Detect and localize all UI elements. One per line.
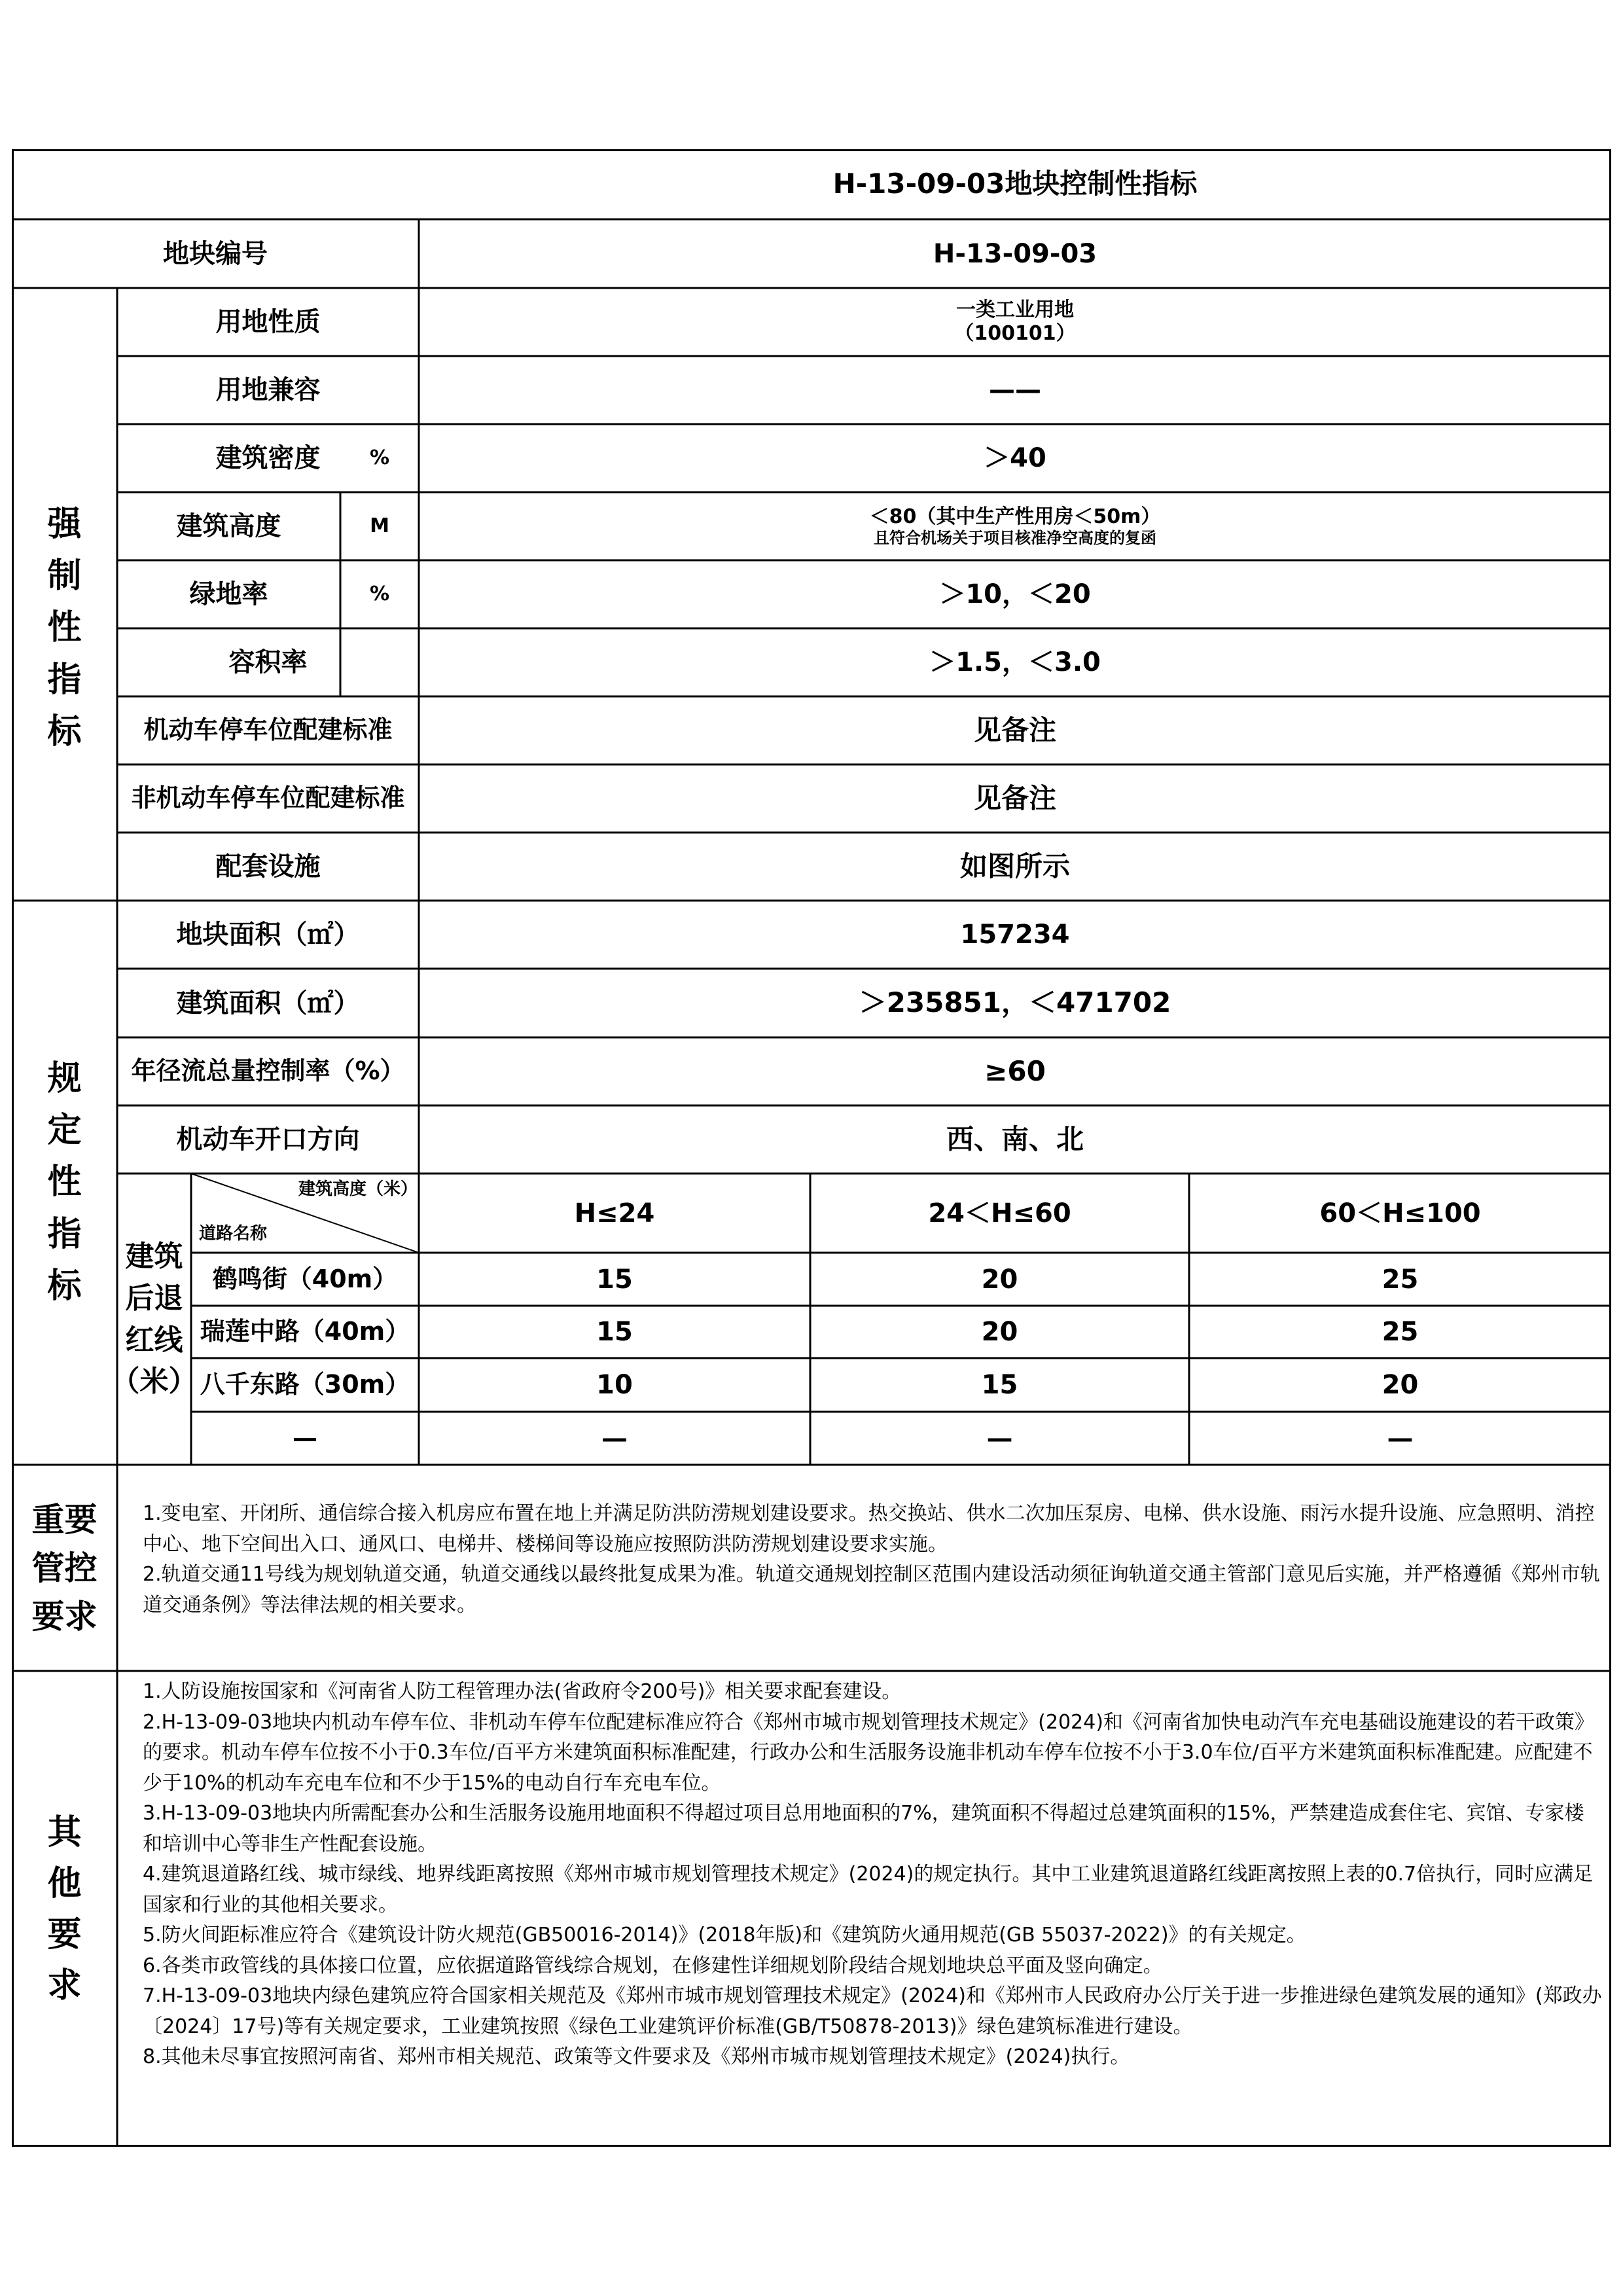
setback-value: 25: [1382, 1264, 1419, 1295]
far-value: ＞1.5，＜3.0: [929, 647, 1101, 677]
land-use-code: （100101）: [954, 322, 1076, 345]
setback-header-height: 建筑高度（米）: [298, 1179, 418, 1200]
setback-road: 瑞莲中路（40m）: [200, 1317, 410, 1346]
land-use-label: 用地性质: [215, 307, 321, 337]
setback-value: 15: [596, 1317, 633, 1347]
land-compat-label: 用地兼容: [215, 375, 321, 405]
mandatory-section-label: [12, 356, 117, 901]
green-ratio-label: 绿地率: [189, 579, 268, 609]
section-char: 定: [47, 1111, 82, 1151]
vehicle-access-label: 机动车开口方向: [176, 1124, 360, 1155]
setback-label: [111, 1174, 198, 1465]
section-char: 性: [47, 1162, 82, 1202]
section-char: 其: [47, 1812, 82, 1852]
setback-label-line: （米）: [111, 1365, 198, 1399]
vehicle-access-value: 西、南、北: [946, 1122, 1084, 1155]
regulatory-section-label: [12, 901, 117, 1465]
land-use-value: [419, 288, 1611, 356]
important-requirements: [143, 1499, 1602, 1621]
setback-value: —: [601, 1423, 628, 1454]
runoff-control-value: ≥60: [984, 1054, 1046, 1087]
section-char: 指: [47, 660, 82, 700]
plot-number-label: 地块编号: [163, 238, 268, 269]
section-line: 要求: [31, 1597, 98, 1636]
requirement-paragraph: 3.H-13-09-03地块内所需配套办公和生活服务设施用地面积不得超过项目总用地面积的7%，建筑面积不得超过总建筑面积的15%，严禁建造成套住宅、宾馆、专家楼和培训中心等非生产性配套设施。: [143, 1802, 1584, 1856]
requirement-paragraph: 5.防火间距标准应符合《建筑设计防火规范(GB50016-2014)》(2018年版)和《建筑防火通用规范(GB 55037-2022)》的有关规定。: [143, 1924, 1306, 1946]
plot-area-label: 地块面积（㎡）: [176, 920, 360, 950]
setback-value: 10: [596, 1370, 633, 1400]
bike-parking-label: 非机动车停车位配建标准: [131, 783, 405, 813]
plot-number-value: H-13-09-03: [933, 238, 1097, 269]
building-density-unit: %: [369, 446, 390, 469]
section-char: 性: [47, 608, 82, 648]
setback-value: 20: [1382, 1370, 1419, 1400]
other-section-label: [12, 1671, 117, 2147]
setback-value: 20: [981, 1317, 1018, 1347]
section-char: 求: [47, 1965, 82, 2005]
section-char: 他: [47, 1863, 82, 1903]
building-height-label: 建筑高度: [176, 511, 281, 541]
setback-road: 鹤鸣街（40m）: [212, 1264, 398, 1293]
setback-label-line: 后退: [125, 1281, 183, 1315]
requirement-paragraph: 7.H-13-09-03地块内绿色建筑应符合国家相关规范及《郑州市城市规划管理技术规定》(2024)和《郑州市人民政府办公厅关于进一步推进绿色建筑发展的通知》(郑政办〔2024〕17号)等有关规定要求，工业建筑按照《绿色工业建筑评价标准(GB/T50878-2013)》绿色建筑标准进行建设。: [143, 1984, 1602, 2038]
requirement-paragraph: 1.变电室、开闭所、通信综合接入机房应布置在地上并满足防洪防涝规划建设要求。热交换站、供水二次加压泵房、电梯、供水设施、雨污水提升设施、应急照明、消控中心、地下空间出入口、通风口、电梯井、楼梯间等设施应按照防洪防涝规划建设要求实施。: [143, 1502, 1595, 1556]
sheet-title: H-13-09-03地块控制性指标: [832, 168, 1198, 200]
car-parking-value: 见备注: [973, 713, 1056, 746]
building-density-label: 建筑密度: [215, 443, 321, 473]
requirement-paragraph: 2.H-13-09-03地块内机动车停车位、非机动车停车位配建标准应符合《郑州市城市规划管理技术规定》(2024)和《河南省加快电动汽车充电基础设施建设的若干政策》的要求。机动车停车位按不小于0.3车位/百平方米建筑面积标准配建，行政办公和生活服务设施非机动车停车位按不小于3.0车位/百平方米建筑面积标准配建。应配建不少于10%的机动车充电车位和不少于15%的电动自行车充电车位。: [143, 1710, 1594, 1795]
green-ratio-unit: %: [369, 583, 390, 605]
floor-area-label: 建筑面积（㎡）: [176, 988, 360, 1018]
setback-value: —: [986, 1423, 1013, 1454]
requirement-paragraph: 1.人防设施按国家和《河南省人防工程管理办法(省政府令200号)》相关要求配套建设。: [143, 1680, 902, 1703]
setback-header-road: 道路名称: [199, 1224, 268, 1244]
section-char: 强: [47, 505, 82, 545]
control-index-sheet: [12, 149, 1611, 2147]
height-limit: ＜80（其中生产性用房＜50m）: [869, 505, 1161, 528]
section-char: 要: [47, 1914, 82, 1954]
requirement-paragraph: 2.轨道交通11号线为规划轨道交通，轨道交通线以最终批复成果为准。轨道交通规划控制区范围内建设活动须征询轨道交通主管部门意见后实施，并严格遵循《郑州市轨道交通条例》等法律法规的相关要求。: [143, 1563, 1600, 1617]
section-char: 指: [47, 1214, 82, 1254]
requirement-paragraph: 6.各类市政管线的具体接口位置，应依据道路管线综合规划，在修建性详细规划阶段结合规划地块总平面及竖向确定。: [143, 1954, 1163, 1977]
car-parking-label: 机动车停车位配建标准: [143, 715, 393, 745]
height-note: 且符合机场关于项目核准净空高度的复函: [874, 528, 1156, 547]
other-requirements: [143, 1677, 1602, 2073]
section-line: 重要: [31, 1500, 98, 1539]
setback-value: —: [1387, 1423, 1414, 1454]
setback-value: 15: [981, 1370, 1018, 1400]
section-line: 管控: [31, 1549, 98, 1587]
setback-col-2: 24＜H≤60: [928, 1198, 1071, 1229]
floor-area-value: ＞235851，＜471702: [859, 986, 1171, 1019]
facilities-label: 配套设施: [215, 852, 321, 882]
important-section-label: [12, 1465, 117, 1671]
section-char: 标: [47, 1266, 82, 1306]
land-compat-value: ——: [989, 375, 1041, 405]
building-density-value: ＞40: [984, 443, 1046, 473]
setback-label-line: 红线: [125, 1323, 183, 1357]
setback-value: 15: [596, 1264, 633, 1295]
requirement-paragraph: 8.其他未尽事宜按照河南省、郑州市相关规范、政策等文件要求及《郑州市城市规划管理技术规定》(2024)执行。: [143, 2045, 1130, 2068]
bike-parking-value: 见备注: [973, 781, 1056, 814]
setback-value: 20: [981, 1264, 1018, 1295]
far-label: 容积率: [228, 647, 308, 677]
section-char: 规: [47, 1059, 82, 1099]
setback-road: 八千东路（30m）: [200, 1370, 410, 1399]
requirement-paragraph: 4.建筑退道路红线、城市绿线、地界线距离按照《郑州市城市规划管理技术规定》(2024)的规定执行。其中工业建筑退道路红线距离按照上表的0.7倍执行，同时应满足国家和行业的其他相关要求。: [143, 1863, 1594, 1916]
setback-road: —: [293, 1423, 317, 1452]
land-use-type: 一类工业用地: [956, 298, 1074, 321]
setback-col-1: H≤24: [574, 1198, 655, 1229]
facilities-value: 如图所示: [959, 850, 1070, 882]
building-height-value: [419, 492, 1611, 560]
setback-col-3: 60＜H≤100: [1319, 1198, 1481, 1229]
setback-label-line: 建筑: [125, 1239, 183, 1273]
section-char: 制: [47, 556, 82, 596]
building-height-unit: M: [370, 514, 389, 537]
section-char: 标: [47, 711, 82, 751]
plot-area-value: 157234: [960, 920, 1070, 950]
runoff-control-label: 年径流总量控制率（%）: [131, 1056, 405, 1086]
setback-value: 25: [1382, 1317, 1419, 1347]
green-ratio-value: ＞10，＜20: [939, 579, 1091, 609]
